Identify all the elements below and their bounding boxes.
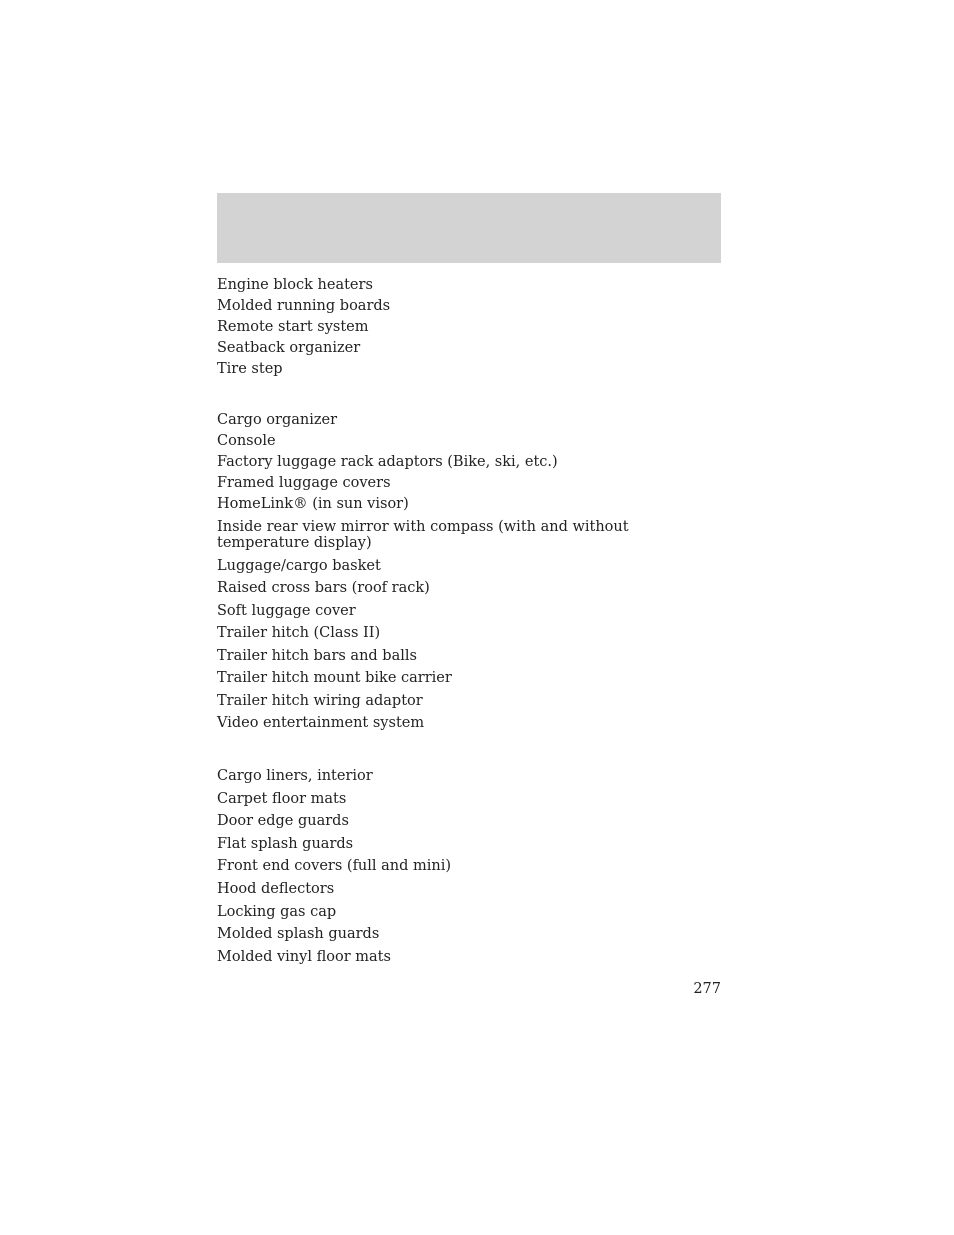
list-item: Trailer hitch (Class II) bbox=[217, 625, 381, 641]
list-item: Cargo liners, interior bbox=[217, 768, 373, 784]
list-item: Locking gas cap bbox=[217, 903, 337, 920]
list-item: Hood deflectors bbox=[217, 880, 335, 897]
list-item: Flat splash guards bbox=[217, 835, 354, 852]
list-item: Molded splash guards bbox=[217, 926, 380, 943]
list-item: Video entertainment system bbox=[217, 715, 425, 731]
accessory-list-group-3 bbox=[217, 768, 721, 971]
section-header-band bbox=[217, 193, 721, 263]
list-item: Engine block heaters bbox=[217, 277, 373, 293]
list-item: Console bbox=[217, 433, 276, 449]
list-item: Cargo organizer bbox=[217, 412, 338, 428]
list-item: Seatback organizer bbox=[217, 340, 361, 356]
list-item: Door edge guards bbox=[217, 813, 349, 830]
list-item: Trailer hitch bars and balls bbox=[217, 647, 417, 664]
list-item: Factory luggage rack adaptors (Bike, ski, etc.) bbox=[217, 454, 558, 470]
list-item: Front end covers (full and mini) bbox=[217, 858, 452, 875]
list-item: Molded running boards bbox=[217, 298, 391, 314]
list-item: Soft luggage cover bbox=[217, 602, 356, 619]
list-item: Tire step bbox=[217, 361, 283, 377]
accessory-list-group-2 bbox=[217, 412, 721, 738]
list-item: Framed luggage covers bbox=[217, 475, 391, 491]
list-item: Trailer hitch mount bike carrier bbox=[217, 670, 452, 686]
list-item: Trailer hitch wiring adaptor bbox=[217, 692, 423, 709]
accessory-list-group-1 bbox=[217, 277, 721, 382]
page-number: 277 bbox=[693, 981, 721, 997]
list-item: Carpet floor mats bbox=[217, 790, 347, 807]
list-item: HomeLink® (in sun visor) bbox=[217, 496, 409, 512]
list-item: Inside rear view mirror with compass (with and without temperature display) bbox=[217, 518, 629, 551]
list-item: Raised cross bars (roof rack) bbox=[217, 580, 430, 596]
list-item: Remote start system bbox=[217, 319, 369, 335]
list-item: Molded vinyl floor mats bbox=[217, 948, 391, 965]
list-item: Luggage/cargo basket bbox=[217, 557, 381, 574]
